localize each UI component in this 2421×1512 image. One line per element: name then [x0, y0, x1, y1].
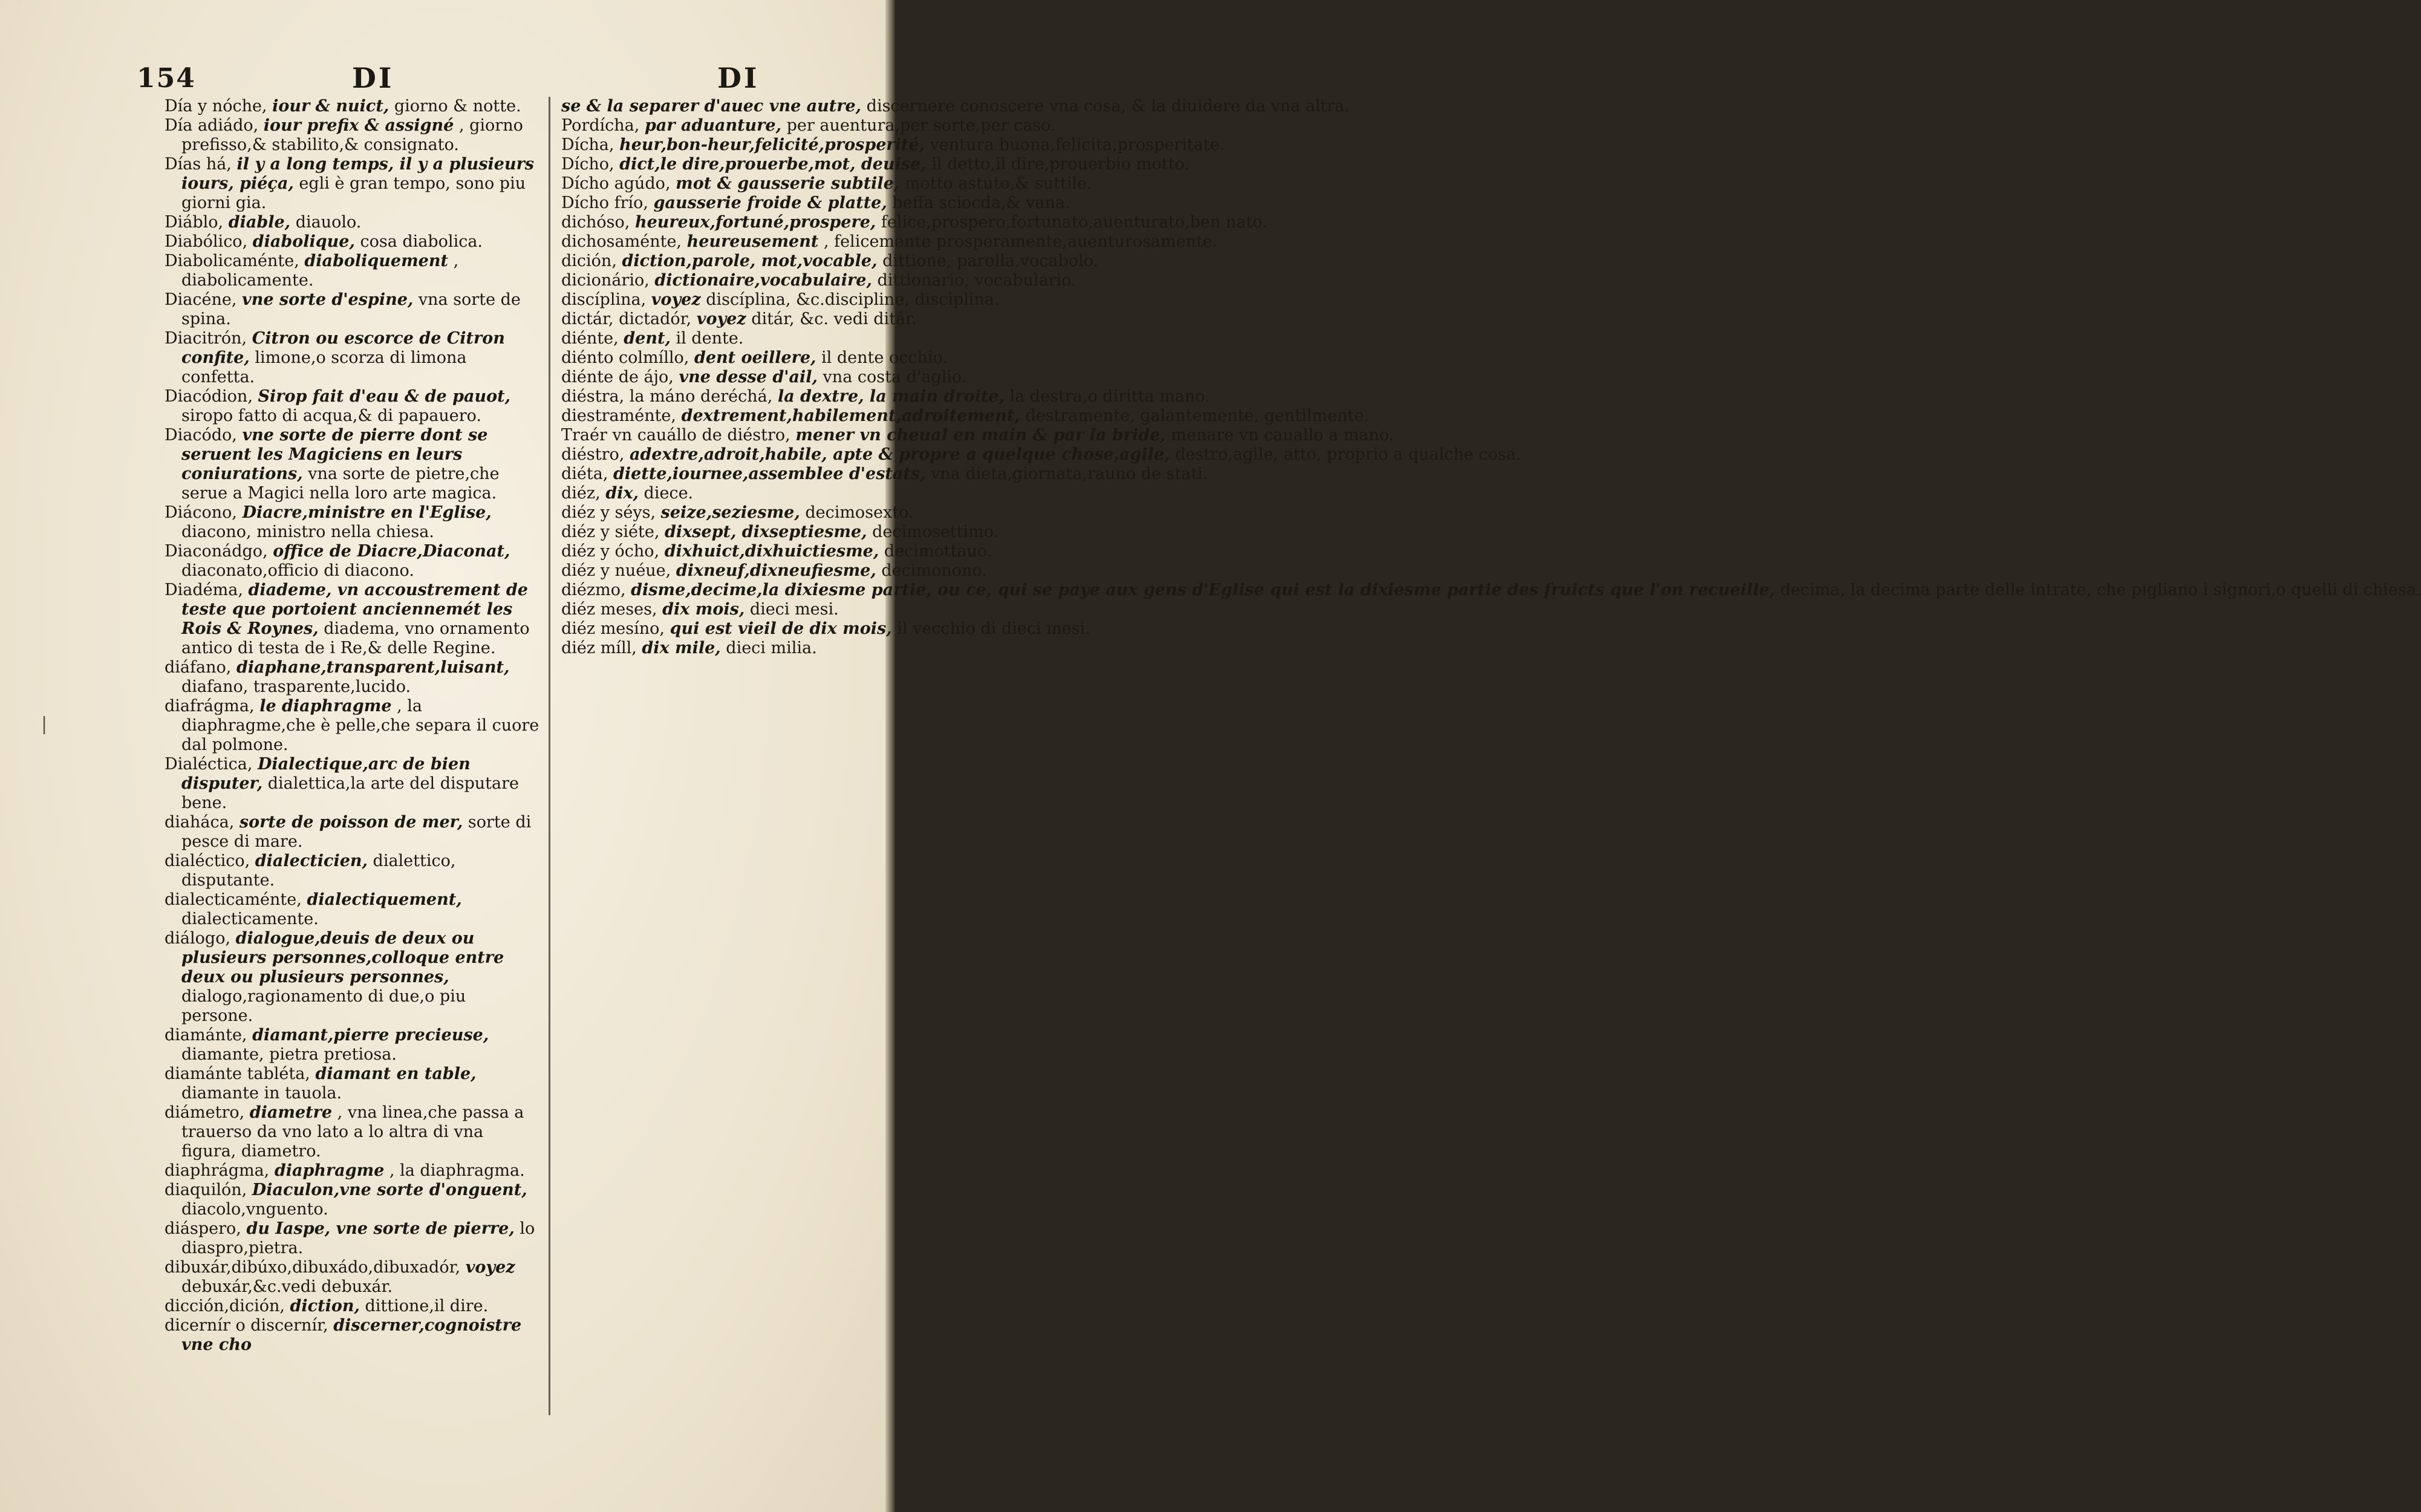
- spanish-headword: diamánte tabléta,: [165, 1064, 310, 1083]
- spanish-headword: Días há,: [165, 155, 232, 174]
- column-divider: [549, 97, 550, 1415]
- spanish-headword: diámetro,: [165, 1103, 245, 1122]
- dictionary-entry: [561, 155, 1190, 174]
- dictionary-entry: [165, 252, 539, 290]
- italian-gloss: dialettica,la arte del disputare bene.: [181, 774, 520, 812]
- dictionary-entry: [165, 1258, 539, 1297]
- french-gloss: diette,iournee,assemblee d'estats,: [613, 464, 926, 483]
- italian-gloss: diaconato,officio di diacono.: [181, 561, 414, 580]
- spanish-headword: Diacódion,: [165, 387, 253, 406]
- spanish-headword: diáspero,: [165, 1219, 241, 1238]
- italian-gloss: destro,agile, atto, proprio a qualche cosa.: [1175, 445, 1521, 464]
- french-gloss: iour prefix & assigné: [263, 116, 454, 135]
- italian-gloss: diamante in tauola.: [181, 1084, 342, 1103]
- italian-gloss: il vecchio di dieci mesi.: [897, 619, 1090, 638]
- left-column: [165, 97, 539, 1355]
- italian-gloss: diamante, pietra pretiosa.: [181, 1045, 397, 1064]
- french-gloss: du Iaspe, vne sorte de pierre,: [246, 1219, 515, 1238]
- french-gloss: disme,decime,la dixiesme partie, ou ce, qui se paye aux gens d'Eglise qui est la dixiesme partie des fruicts que l'on recueille,: [631, 581, 1775, 599]
- french-gloss: dent oeillere,: [694, 348, 816, 367]
- french-gloss: dictionaire,vocabulaire,: [654, 271, 872, 290]
- dictionary-entry: [561, 464, 1208, 484]
- spanish-headword: dichosaménte,: [561, 232, 682, 251]
- french-gloss: dixneuf,dixneufiesme,: [676, 561, 876, 580]
- french-gloss: voyez: [465, 1258, 515, 1277]
- italian-gloss: decimonono.: [881, 561, 987, 580]
- french-gloss: heureux,fortuné,prospere,: [634, 213, 876, 232]
- french-gloss: Dialectique,arc de bien disputer,: [181, 755, 471, 793]
- spanish-headword: dición,: [561, 252, 617, 270]
- dictionary-entry: [561, 174, 1092, 194]
- italian-gloss: discernere conoscere vna cosa, & la diuidere da vna altra.: [866, 97, 1350, 116]
- french-gloss: Diaculon,vne sorte d'onguent,: [252, 1181, 527, 1199]
- french-gloss: discerner,cognoistre vne cho: [181, 1316, 522, 1354]
- dictionary-entry: [561, 271, 1077, 290]
- spanish-headword: Día adiádo,: [165, 116, 259, 135]
- italian-gloss: cosa diabolica.: [360, 232, 483, 251]
- dictionary-entry: [165, 213, 539, 232]
- dictionary-entry: [165, 658, 539, 697]
- dictionary-entry: [165, 1316, 539, 1355]
- italian-gloss: discíplina, &c.discipline, disciplina.: [706, 290, 1000, 309]
- french-gloss: Diacre,ministre en l'Eglise,: [242, 503, 492, 522]
- dictionary-entry: [561, 232, 1218, 252]
- french-gloss: dict,le dire,prouerbe,mot, deuise,: [619, 155, 927, 174]
- page-number: 154: [137, 63, 196, 94]
- right-column: [561, 97, 2421, 658]
- french-gloss: dialectiquement,: [307, 890, 462, 909]
- spanish-headword: discíplina,: [561, 290, 647, 309]
- french-gloss: seize,seziesme,: [660, 503, 800, 522]
- dictionary-entry: [561, 194, 1070, 213]
- spanish-headword: dicionário,: [561, 271, 650, 290]
- italian-gloss: ventura buona,felicita,prosperitate.: [930, 135, 1225, 154]
- dictionary-entry: [561, 503, 914, 523]
- french-gloss: qui est vieil de dix mois,: [670, 619, 892, 638]
- spanish-headword: Traér vn cauállo de diéstro,: [561, 426, 790, 445]
- dictionary-entry: [561, 542, 992, 561]
- dictionary-entry: [165, 697, 539, 755]
- dictionary-entry: [165, 290, 539, 329]
- spanish-headword: diénte,: [561, 329, 619, 348]
- italian-gloss: sorte di pesce di mare.: [181, 813, 532, 851]
- dictionary-entry: [165, 852, 539, 890]
- french-gloss: diaphane,transparent,luisant,: [236, 658, 510, 677]
- spanish-headword: diénte de ájo,: [561, 368, 674, 386]
- french-gloss: voyez: [651, 290, 701, 309]
- dictionary-entry: [165, 890, 539, 929]
- italian-gloss: egli è gran tempo, sono piu giorni gia.: [181, 174, 526, 212]
- italian-gloss: , diabolicamente.: [181, 252, 459, 290]
- spanish-headword: Diáblo,: [165, 213, 224, 232]
- dictionary-entry: [165, 155, 539, 213]
- spanish-headword: diéz y nuéue,: [561, 561, 671, 580]
- dictionary-entry: [561, 213, 1268, 232]
- french-gloss: dextrement,habilement,adroitement,: [681, 406, 1020, 425]
- dictionary-entry: [561, 445, 1521, 464]
- italian-gloss: motto astuto,& suttile.: [904, 174, 1092, 193]
- french-gloss: se & la separer d'auec vne autre,: [561, 97, 862, 116]
- dictionary-entry: [165, 426, 539, 503]
- french-gloss: diabolique,: [252, 232, 355, 251]
- dictionary-entry: [165, 1026, 539, 1064]
- spanish-headword: diéz míll,: [561, 639, 637, 657]
- spanish-headword: diafrágma,: [165, 697, 255, 715]
- dictionary-entry: [561, 97, 1350, 116]
- french-gloss: la dextre, la main droite,: [777, 387, 1005, 406]
- spanish-headword: diéz meses,: [561, 600, 657, 619]
- italian-gloss: vna dieta,giornata,rauno de stati.: [931, 464, 1208, 483]
- italian-gloss: destramente, galantemente, gentilmente.: [1025, 406, 1369, 425]
- italian-gloss: menare vn cauallo a mano.: [1171, 426, 1394, 445]
- dictionary-entry: [561, 426, 1394, 445]
- italian-gloss: la destra,o diritta mano.: [1009, 387, 1210, 406]
- spanish-headword: dialecticaménte,: [165, 890, 302, 909]
- dictionary-entry: [561, 406, 1369, 426]
- french-gloss: par aduanture,: [644, 116, 781, 135]
- french-gloss: adextre,adroit,habile, apte & propre a quelque chose,agile,: [629, 445, 1170, 464]
- dictionary-entry: [561, 116, 1056, 135]
- spanish-headword: diéz y séys,: [561, 503, 656, 522]
- italian-gloss: dialogo,ragionamento di due,o piu persone.: [181, 987, 466, 1025]
- italian-gloss: decimosettimo.: [872, 523, 999, 541]
- italian-gloss: il detto,il dire,prouerbio motto.: [931, 155, 1190, 174]
- italian-gloss: giorno & notte.: [394, 97, 521, 116]
- french-gloss: dix mois,: [662, 600, 745, 619]
- spanish-headword: dicernír o discernír,: [165, 1316, 328, 1335]
- french-gloss: Citron ou escorce de Citron confite,: [181, 329, 505, 367]
- french-gloss: iour & nuict,: [272, 97, 389, 116]
- french-gloss: dix mile,: [642, 639, 721, 657]
- french-gloss: diademe, vn accoustrement de teste que portoient anciennemét les Rois & Roynes,: [181, 581, 528, 638]
- italian-gloss: dieci mesi.: [749, 600, 839, 619]
- spanish-headword: diéz y ócho,: [561, 542, 660, 561]
- italian-gloss: , vna linea,che passa a trauerso da vno lato a lo altra di vna figura, diametro.: [181, 1103, 524, 1161]
- spanish-headword: dictár, dictadór,: [561, 310, 692, 328]
- italian-gloss: siropo fatto di acqua,& di papauero.: [181, 406, 481, 425]
- french-gloss: diamant en table,: [315, 1064, 477, 1083]
- italian-gloss: il dente occhio.: [821, 348, 948, 367]
- spanish-headword: diéstro,: [561, 445, 625, 464]
- french-gloss: diable,: [228, 213, 291, 232]
- dictionary-entry: [165, 929, 539, 1026]
- spanish-headword: Dícho frío,: [561, 194, 649, 212]
- left-running-head: DI: [352, 62, 394, 94]
- spanish-headword: dialéctico,: [165, 852, 250, 870]
- spanish-headword: diamánte,: [165, 1026, 247, 1044]
- dictionary-entry: [561, 252, 1098, 271]
- dictionary-entry: [165, 813, 539, 852]
- dictionary-entry: [561, 387, 1210, 406]
- french-gloss: Sirop fait d'eau & de pauot,: [258, 387, 510, 406]
- italian-gloss: dialettico, disputante.: [181, 852, 456, 890]
- italian-gloss: dittione,il dire.: [365, 1297, 489, 1315]
- italian-gloss: , felicemente prosperamente,auenturosamente.: [823, 232, 1218, 251]
- dictionary-entry: [165, 116, 539, 155]
- french-gloss: vne sorte de pierre dont se seruent les Magiciens en leurs coniurations,: [181, 426, 488, 483]
- dictionary-entry: [165, 503, 539, 542]
- dictionary-entry: [165, 232, 539, 252]
- french-gloss: diamant,pierre precieuse,: [252, 1026, 489, 1044]
- spanish-headword: diestraménte,: [561, 406, 676, 425]
- dictionary-entry: [165, 1297, 539, 1316]
- spanish-headword: diéz mesíno,: [561, 619, 665, 638]
- spanish-headword: diéstra, la máno deréchá,: [561, 387, 773, 406]
- running-header: [0, 48, 895, 97]
- spanish-headword: Dialéctica,: [165, 755, 253, 774]
- italian-gloss: dittionario, vocabulario.: [877, 271, 1077, 290]
- dictionary-entry: [561, 600, 900, 619]
- spanish-headword: Diaconádgo,: [165, 542, 268, 561]
- spanish-headword: Diacódo,: [165, 426, 237, 445]
- french-gloss: diametre: [249, 1103, 333, 1122]
- italian-gloss: , la diaphragma.: [389, 1161, 525, 1180]
- spanish-headword: diálogo,: [165, 929, 231, 948]
- italian-gloss: limone,o scorza di limona confetta.: [181, 348, 467, 386]
- italian-gloss: , giorno prefisso,& stabilito,& consignato.: [181, 116, 523, 154]
- dictionary-entry: [165, 1064, 539, 1103]
- french-gloss: il y a long temps, il y a plusieurs iours, piéça,: [181, 155, 535, 193]
- italian-gloss: lo diaspro,pietra.: [181, 1219, 535, 1257]
- french-gloss: diction,parole, mot,vocable,: [622, 252, 878, 270]
- spanish-headword: Diacitrón,: [165, 329, 247, 348]
- french-gloss: dialogue,deuis de deux ou plusieurs personnes,colloque entre deux ou plusieurs personnes,: [181, 929, 504, 986]
- french-gloss: gausserie froide & platte,: [653, 194, 887, 212]
- french-gloss: heureusement: [686, 232, 819, 251]
- dictionary-entry: [165, 387, 539, 426]
- dictionary-entry: [561, 523, 999, 542]
- dictionary-entry: [165, 97, 539, 116]
- dictionary-entry: [165, 1103, 539, 1161]
- dictionary-entry: [561, 135, 1225, 155]
- italian-gloss: ditár, &c. vedi ditár.: [751, 310, 917, 328]
- italian-gloss: vna sorte de pietre,che serue a Magici nella loro arte magica.: [181, 464, 500, 503]
- italian-gloss: dieci milia.: [726, 639, 817, 657]
- italian-gloss: decimottauo.: [884, 542, 992, 561]
- spanish-headword: Dícho agúdo,: [561, 174, 671, 193]
- dictionary-entry: [561, 619, 1090, 639]
- dictionary-entry: [165, 329, 539, 387]
- spanish-headword: diéz y siéte,: [561, 523, 660, 541]
- spanish-headword: diézmo,: [561, 581, 626, 599]
- italian-gloss: decimosexto.: [805, 503, 914, 522]
- spanish-headword: diéta,: [561, 464, 608, 483]
- dictionary-entry: [561, 484, 900, 503]
- spanish-headword: Diabolicaménte,: [165, 252, 299, 270]
- dictionary-entry: [561, 290, 1000, 310]
- dictionary-entry: [561, 310, 917, 329]
- french-gloss: dent,: [624, 329, 671, 348]
- dictionary-entry: [165, 1181, 539, 1219]
- spanish-headword: dibuxár,dibúxo,dibuxádo,dibuxadór,: [165, 1258, 461, 1277]
- spanish-headword: Dícha,: [561, 135, 614, 154]
- spanish-headword: Diabólico,: [165, 232, 248, 251]
- italian-gloss: decima, la decima parte delle intrate, che pigliano i signori,o quelli di chiesa.: [1780, 581, 2421, 599]
- dictionary-entry: [165, 581, 539, 658]
- italian-gloss: beffa sciocda,& vana.: [892, 194, 1070, 212]
- dictionary-entry: [165, 1161, 539, 1181]
- italian-gloss: diece.: [644, 484, 694, 503]
- french-gloss: voyez: [696, 310, 746, 328]
- dictionary-entry: [561, 639, 900, 658]
- italian-gloss: vna costa d'aglio.: [823, 368, 967, 386]
- right-running-head: DI: [717, 62, 760, 94]
- french-gloss: dixhuict,dixhuictiesme,: [664, 542, 879, 561]
- french-gloss: mot & gausserie subtile,: [676, 174, 900, 193]
- french-gloss: vne desse d'ail,: [679, 368, 818, 386]
- spanish-headword: diaquilón,: [165, 1181, 247, 1199]
- spanish-headword: Pordícha,: [561, 116, 640, 135]
- dictionary-entry: [561, 561, 987, 581]
- italian-gloss: diauolo.: [295, 213, 362, 232]
- spanish-headword: Día y nóche,: [165, 97, 267, 116]
- dictionary-entry: [165, 1219, 539, 1258]
- spanish-headword: diáfano,: [165, 658, 232, 677]
- spanish-headword: dicción,dición,: [165, 1297, 285, 1315]
- dictionary-entry: [561, 329, 900, 348]
- spanish-headword: diaphrágma,: [165, 1161, 270, 1180]
- french-gloss: sorte de poisson de mer,: [239, 813, 463, 832]
- french-gloss: diaphragme: [274, 1161, 385, 1180]
- french-gloss: vne sorte d'espine,: [242, 290, 414, 309]
- dictionary-entry: [165, 542, 539, 581]
- dictionary-entry: [165, 755, 539, 813]
- italian-gloss: vna sorte de spina.: [181, 290, 521, 328]
- italian-gloss: dialecticamente.: [181, 910, 319, 928]
- french-gloss: dix,: [605, 484, 639, 503]
- italian-gloss: felice,prospero,fortunato,auenturato,ben nato.: [881, 213, 1268, 232]
- french-gloss: dixsept, dixseptiesme,: [665, 523, 867, 541]
- spanish-headword: diéz,: [561, 484, 601, 503]
- dictionary-entry: [561, 368, 967, 387]
- italian-gloss: il dente.: [676, 329, 744, 348]
- spanish-headword: Diacéne,: [165, 290, 237, 309]
- margin-mark: |: [41, 714, 48, 735]
- dictionary-entry: [561, 348, 948, 368]
- french-gloss: office de Diacre,Diaconat,: [273, 542, 510, 561]
- spanish-headword: Diácono,: [165, 503, 237, 522]
- italian-gloss: debuxár,&c.vedi debuxár.: [181, 1277, 393, 1296]
- french-gloss: le diaphragme: [259, 697, 392, 715]
- spanish-headword: Diadéma,: [165, 581, 243, 599]
- spanish-headword: dichóso,: [561, 213, 630, 232]
- spanish-headword: diénto colmíllo,: [561, 348, 689, 367]
- italian-gloss: diafano, trasparente,lucido.: [181, 677, 411, 696]
- french-gloss: mener vn cheual en main & par la bride,: [795, 426, 1166, 445]
- italian-gloss: diadema, vno ornamento antico di testa de i Re,& delle Regine.: [181, 619, 530, 657]
- spanish-headword: diaháca,: [165, 813, 235, 832]
- italian-gloss: dittione, parolla,vocabolo.: [882, 252, 1098, 270]
- french-gloss: dialecticien,: [255, 852, 368, 870]
- italian-gloss: , la diaphragme,che è pelle,che separa il cuore dal polmone.: [181, 697, 539, 754]
- italian-gloss: diacono, ministro nella chiesa.: [181, 523, 434, 541]
- french-gloss: diction,: [290, 1297, 360, 1315]
- french-gloss: heur,bon-heur,felicité,prosperité,: [619, 135, 925, 154]
- french-gloss: diaboliquement: [304, 252, 448, 270]
- spanish-headword: Dícho,: [561, 155, 614, 174]
- italian-gloss: per auentura,per sorte,per caso.: [786, 116, 1056, 135]
- italian-gloss: diacolo,vnguento.: [181, 1200, 328, 1219]
- dictionary-entry: [561, 581, 2421, 600]
